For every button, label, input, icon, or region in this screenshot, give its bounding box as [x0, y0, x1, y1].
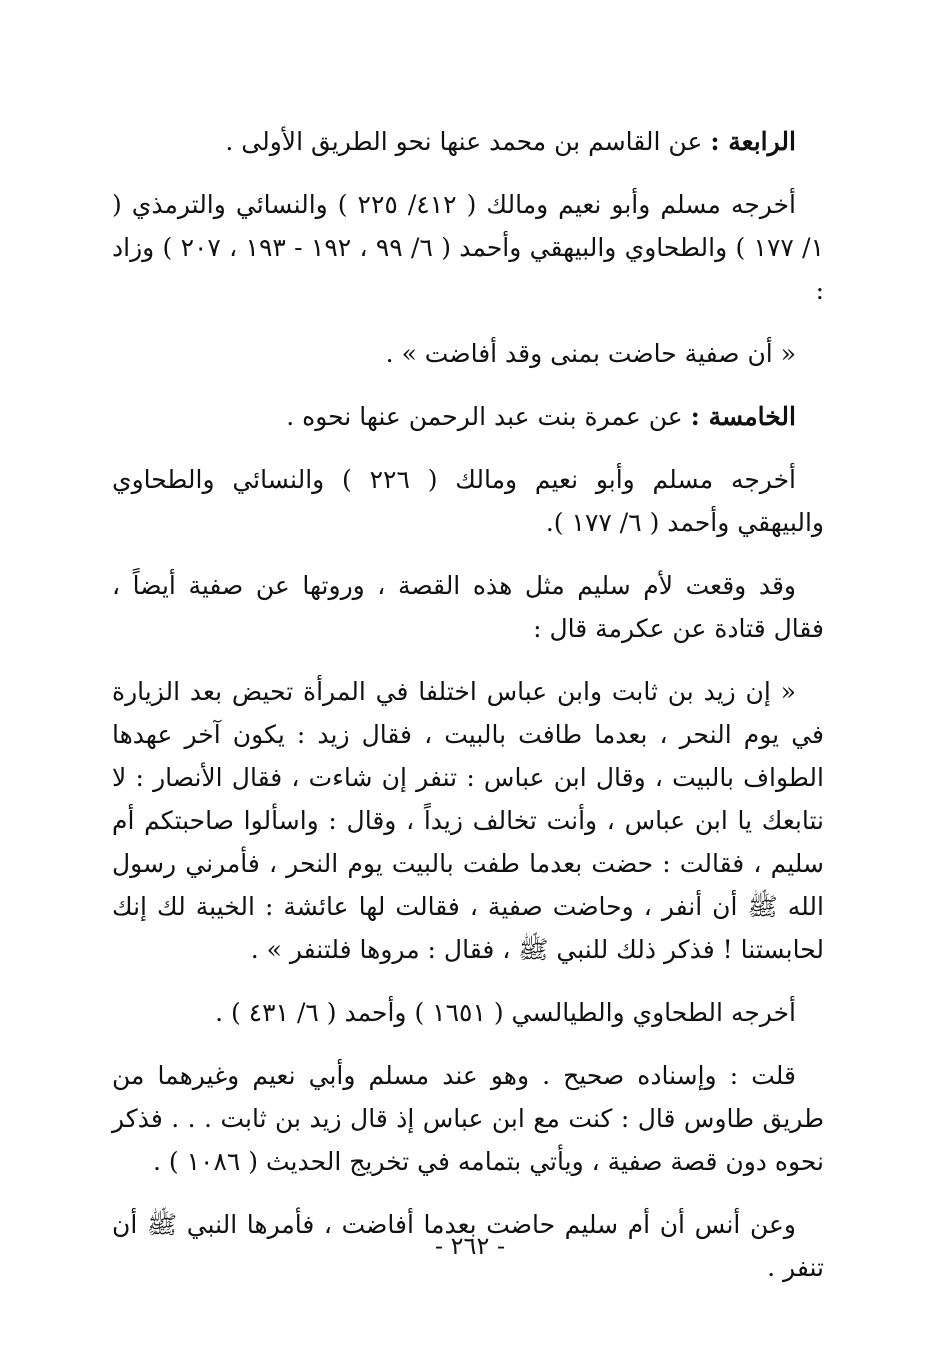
- paragraph-lead: الرابعة :: [710, 127, 796, 156]
- paragraph-takhrij-1: [112, 183, 824, 312]
- paragraph-fifth-route: [112, 395, 824, 438]
- paragraph-text: أخرجه الطحاوي والطيالسي ( ١٦٥١ ) وأحمد ( ٦/ ٤٣١ ) .: [215, 998, 796, 1027]
- paragraph-umm-sulaym-intro: [112, 564, 824, 650]
- paragraph-quote-safiyya: [112, 332, 824, 375]
- paragraph-hadith-quote: [112, 670, 824, 971]
- paragraph-takhrij-2: [112, 458, 824, 544]
- paragraph-text: وقد وقعت لأم سليم مثل هذه القصة ، وروتها عن صفية أيضاً ، فقال قتادة عن عكرمة قال :: [112, 571, 824, 643]
- paragraph-author-note: [112, 1054, 824, 1183]
- paragraph-text: أخرجه مسلم وأبو نعيم ومالك ( ٢٢٦ ) والنسائي والطحاوي والبيهقي وأحمد ( ٦/ ١٧٧ ).: [112, 465, 824, 537]
- paragraph-text: أخرجه مسلم وأبو نعيم ومالك ( ٤١٢/ ٢٢٥ ) والنسائي والترمذي ( ١/ ١٧٧ ) والطحاوي والبيهقي وأحمد ( ٦/ ٩٩ ، ١٩٢ - ١٩٣ ، ٢٠٧ ) وزاد :: [112, 190, 825, 305]
- paragraph-text: قلت : وإسناده صحيح . وهو عند مسلم وأبي نعيم وغيرهما من طريق طاوس قال : كنت مع ابن عباس إذ قال زيد بن ثابت . . . فذكر نحوه دون قصة صفية ، ويأتي بتمامه في تخريج الحديث ( ١٠٨٦ ) .: [112, 1061, 824, 1176]
- paragraph-text: وعن أنس أن أم سليم حاضت بعدما أفاضت ، فأمرها النبي ﷺ أن تنفر .: [112, 1210, 824, 1282]
- paragraph-takhrij-3: [112, 991, 824, 1034]
- paragraph-text: عن عمرة بنت عبد الرحمن عنها نحوه .: [286, 402, 691, 431]
- paragraph-text: « أن صفية حاضت بمنى وقد أفاضت » .: [385, 339, 796, 368]
- page-body: [112, 120, 824, 1309]
- paragraph-text: عن القاسم بن محمد عنها نحو الطريق الأولى .: [225, 127, 711, 156]
- paragraph-fourth-route: [112, 120, 824, 163]
- page-number: - ٢٦٢ -: [434, 1232, 506, 1260]
- paragraph-text: « إن زيد بن ثابت وابن عباس اختلفا في المرأة تحيض بعد الزيارة في يوم النحر ، بعدما طافت بالبيت ، فقال زيد : يكون آخر عهدها الطواف بالبيت ، وقال ابن عباس : تنفر إن شاءت ، فقال الأنصار : لا نتابعك يا ابن عباس ، وأنت تخالف زيداً ، وقال : واسألوا صاحبتكم أم سليم ، فقالت : حضت بعدما طفت بالبيت يوم النحر ، فأمرني رسول الله ﷺ أن أنفر ، وحاضت صفية ، فقالت لها عائشة : الخيبة لك إنك لحابستنا ! فذكر ذلك للنبي ﷺ ، فقال : مروها فلتنفر » .: [112, 677, 824, 964]
- paragraph-lead: الخامسة :: [690, 402, 796, 431]
